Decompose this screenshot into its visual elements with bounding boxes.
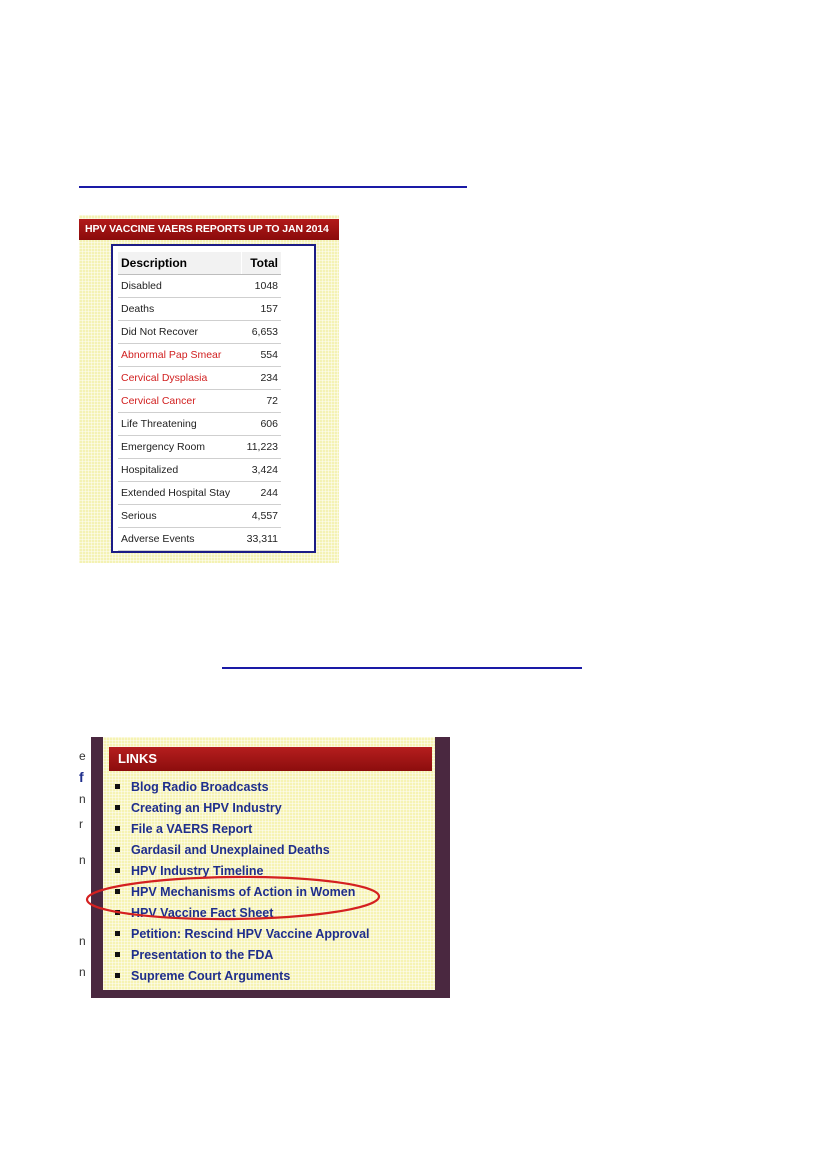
row-description[interactable]: Cervical Cancer: [118, 390, 241, 413]
row-total: 244: [241, 482, 281, 505]
row-description: Disabled: [118, 275, 241, 298]
row-total: 33,311: [241, 528, 281, 551]
row-description: Adverse Events: [118, 528, 241, 551]
hyperlink-underline-top[interactable]: [79, 186, 467, 188]
link-text[interactable]: HPV Industry Timeline: [131, 864, 264, 878]
cut-off-letter: e: [79, 749, 86, 763]
square-bullet-icon: [115, 826, 120, 831]
vaers-table: [118, 252, 281, 551]
links-panel-title: LINKS: [109, 747, 432, 771]
row-description: Emergency Room: [118, 436, 241, 459]
row-description: Extended Hospital Stay: [118, 482, 241, 505]
row-description: Did Not Recover: [118, 321, 241, 344]
vaers-table-frame: [111, 244, 316, 553]
link-text[interactable]: Creating an HPV Industry: [131, 801, 282, 815]
link-item[interactable]: [115, 778, 370, 799]
column-header-description: Description: [118, 252, 241, 275]
table-row: [118, 367, 281, 390]
link-item[interactable]: [115, 946, 370, 967]
cut-off-letter: n: [79, 792, 86, 806]
row-description[interactable]: Abnormal Pap Smear: [118, 344, 241, 367]
links-panel-body: [103, 737, 435, 990]
row-description: Life Threatening: [118, 413, 241, 436]
table-row: [118, 298, 281, 321]
column-header-total: Total: [241, 252, 281, 275]
square-bullet-icon: [115, 952, 120, 957]
link-text[interactable]: Blog Radio Broadcasts: [131, 780, 269, 794]
row-description: Hospitalized: [118, 459, 241, 482]
table-row: [118, 344, 281, 367]
square-bullet-icon: [115, 931, 120, 936]
row-total: 606: [241, 413, 281, 436]
cut-off-letter: n: [79, 853, 86, 867]
link-text[interactable]: HPV Vaccine Fact Sheet: [131, 906, 274, 920]
vaers-reports-panel: [79, 215, 339, 563]
link-text[interactable]: Presentation to the FDA: [131, 948, 274, 962]
link-text[interactable]: Supreme Court Arguments: [131, 969, 291, 983]
row-description: Serious: [118, 505, 241, 528]
row-total: 234: [241, 367, 281, 390]
row-total: 6,653: [241, 321, 281, 344]
cut-off-letter: n: [79, 934, 86, 948]
row-total: 11,223: [241, 436, 281, 459]
table-row: [118, 505, 281, 528]
table-row: [118, 413, 281, 436]
cut-off-letter: n: [79, 965, 86, 979]
link-item[interactable]: [115, 925, 370, 946]
square-bullet-icon: [115, 805, 120, 810]
highlight-ellipse-icon: [84, 872, 384, 922]
vaers-panel-title: HPV VACCINE VAERS REPORTS UP TO JAN 2014: [79, 219, 339, 240]
row-description: Deaths: [118, 298, 241, 321]
links-panel: [91, 737, 450, 998]
table-row: [118, 275, 281, 298]
link-text[interactable]: Gardasil and Unexplained Deaths: [131, 843, 330, 857]
hyperlink-underline-middle[interactable]: [222, 667, 582, 669]
row-total: 72: [241, 390, 281, 413]
link-text[interactable]: File a VAERS Report: [131, 822, 253, 836]
link-item[interactable]: [115, 841, 370, 862]
row-total: 4,557: [241, 505, 281, 528]
cut-off-letter: r: [79, 817, 83, 831]
table-row: [118, 436, 281, 459]
row-total: 157: [241, 298, 281, 321]
table-row: [118, 390, 281, 413]
table-row: [118, 321, 281, 344]
table-row: [118, 459, 281, 482]
table-row: [118, 528, 281, 551]
table-row: [118, 482, 281, 505]
square-bullet-icon: [115, 847, 120, 852]
row-total: 3,424: [241, 459, 281, 482]
square-bullet-icon: [115, 784, 120, 789]
link-text[interactable]: HPV Mechanisms of Action in Women: [131, 885, 356, 899]
row-total: 1048: [241, 275, 281, 298]
row-total: 554: [241, 344, 281, 367]
link-item[interactable]: [115, 799, 370, 820]
row-description[interactable]: Cervical Dysplasia: [118, 367, 241, 390]
link-item[interactable]: [115, 967, 370, 988]
link-item[interactable]: [115, 820, 370, 841]
cut-off-letter: f: [79, 769, 84, 785]
square-bullet-icon: [115, 973, 120, 978]
link-text[interactable]: Petition: Rescind HPV Vaccine Approval: [131, 927, 370, 941]
table-header-row: [118, 252, 281, 275]
